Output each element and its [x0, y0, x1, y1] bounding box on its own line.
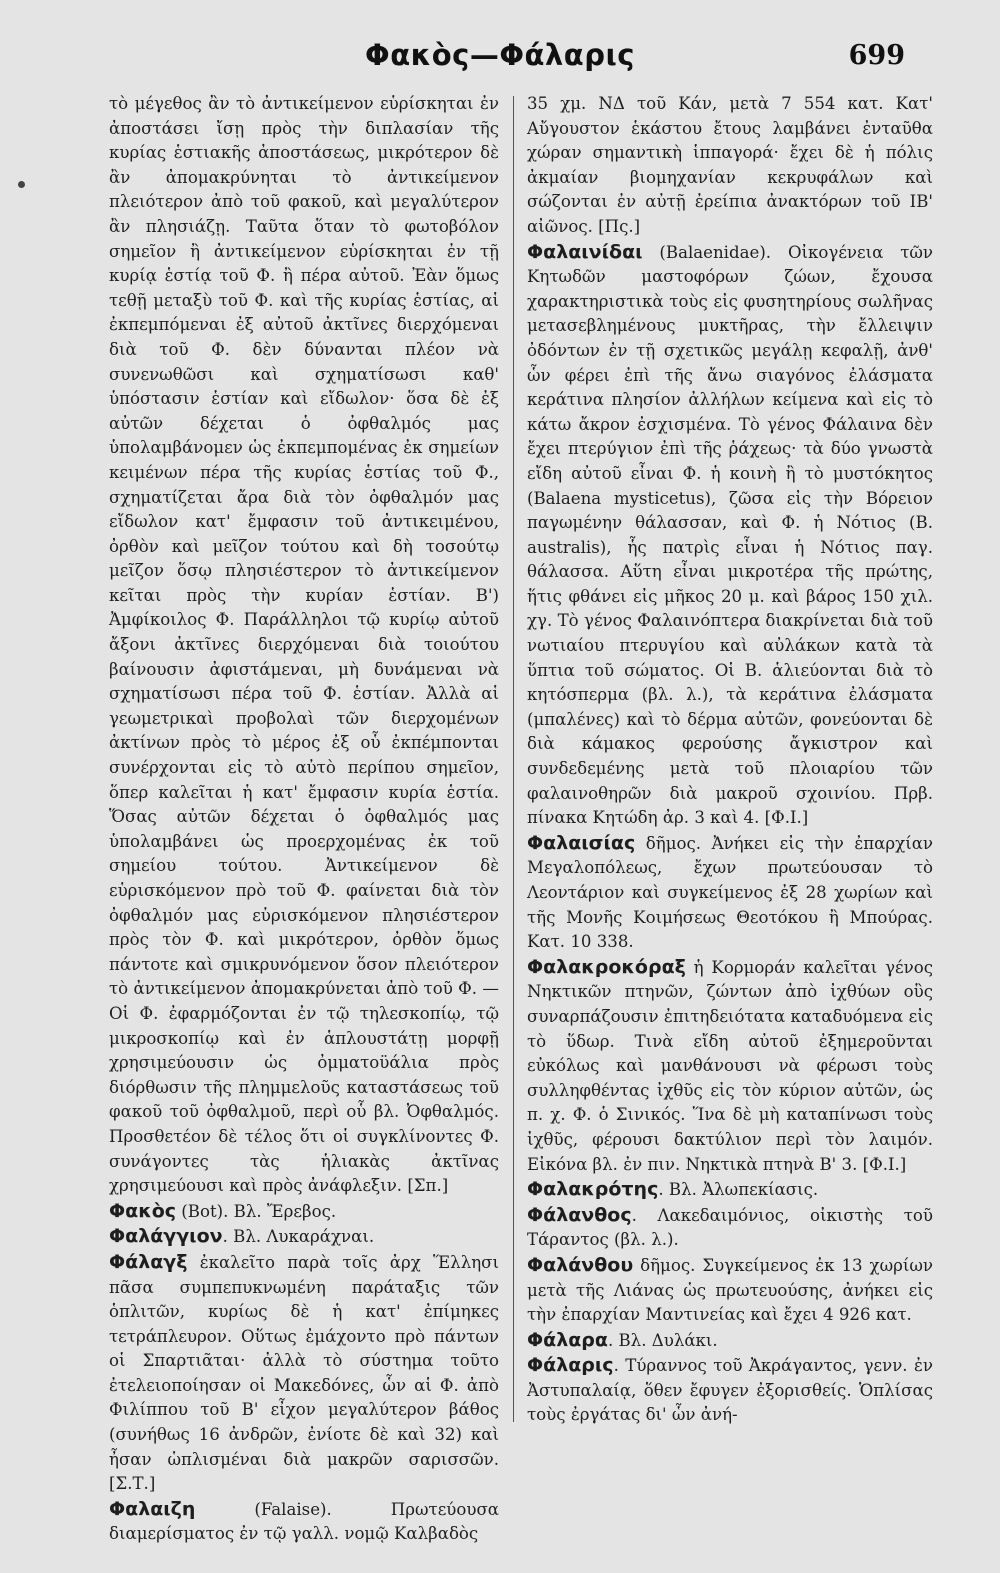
- column-divider: [513, 96, 514, 1422]
- headword: Φαλάγγιον: [109, 1225, 223, 1248]
- entry-continuation-falaise: [527, 92, 933, 240]
- entry-text: ἡ Κορμοράν καλεῖται γένος Νηκτικῶν πτηνῶν, ζώντων ἀπὸ ἰχθύων οὓς συναρπάζουσιν ἐπιτηδειότατα καταδυόμενα εἰς τὸ ὕδωρ. Τινὰ εἴδη αὐτοῦ ἐξημεροῦνται εὐκόλως καὶ μανθάνουσι νὰ φέρωσι τοὺς συλληφθέντας ἰχθῦς εἰς τὸν κύριον αὐτῶν, ὡς π. χ. Φ. ὁ Σινικός. Ἵνα δὲ μὴ καταπίνωσι τοὺς ἰχθῦς, φέρουσι δακτύλιον περὶ τὸν λαιμόν. Εἰκόνα βλ. ἐν πιν. Νηκτικὰ πτηνὰ Β' 3. [Φ.Ι.]: [527, 957, 933, 1174]
- entry-text: δῆμος. Συγκείμενος ἐκ 13 χωρίων μετὰ τῆς Λιάνας ὡς πρωτευούσης, ἀνήκει εἰς τὴν ἐπαρχίαν Μαντινείας καὶ ἔχει 4 926 κατ.: [527, 1255, 933, 1325]
- entry-falara: [527, 1328, 933, 1354]
- entry-text: δῆμος. Ἀνήκει εἰς τὴν ἐπαρχίαν Μεγαλοπόλεως, ἔχων πρωτεύουσαν τὸ Λεοντάριον καὶ συγκείμενος ἐξ 28 χωρίων καὶ τῆς Μονῆς Κοιμήσεως Θεοτόκου ἢ Μπούρας. Κατ. 10 338.: [527, 833, 933, 952]
- entry-continuation-fakos: [109, 92, 499, 1199]
- running-header-title: Φακὸς—Φάλαρις: [365, 38, 635, 72]
- headword: Φαλακρότης: [527, 1178, 659, 1201]
- entry-falanx: [109, 1250, 499, 1497]
- entry-falakrotis: [527, 1177, 933, 1203]
- entry-falaris: [527, 1353, 933, 1428]
- entry-text: . Βλ. Ἀλωπεκίασις.: [658, 1180, 819, 1200]
- headword: Φαλαινίδαι: [527, 240, 643, 263]
- headword: Φαλαισίας: [527, 831, 636, 854]
- entry-falainidai: [527, 240, 933, 831]
- entry-text: . Λακεδαιμόνιος, οἰκιστὴς τοῦ Τάραντος (βλ. λ.).: [527, 1205, 933, 1250]
- headword: Φάλαγξ: [109, 1250, 188, 1273]
- entry-falakrokorax: [527, 955, 933, 1177]
- left-column: [109, 92, 499, 1547]
- entry-text: (Balaenidae). Οἰκογένεια τῶν Κητωδῶν μαστοφόρων ζώων, ἔχουσα χαρακτηριστικὰ τοὺς εἰς φυσητηρίους σωλῆνας μετασεβλημένους μυκτῆρας, τὴν ἔλλειψιν ὀδόντων ἐν τῇ σχετικῶς μεγάλῃ κεφαλῇ, ἀνθ' ὧν φέρει ἐπὶ τῆς ἄνω σιαγόνος ἐλάσματα κεράτινα πλησίον ἀλλήλων κείμενα καὶ εἰς τὸ κάτω ἄκρον ἐσχισμένα. Τὸ γένος Φάλαινα δὲν ἔχει πτερύγιον ἐπὶ τῆς ῥάχεως· τὰ δύο γνωστὰ εἴδη αὐτοῦ εἶναι Φ. ἡ κοινὴ ἢ τὸ μυστόκητος (Balaena mysticetus), ζῶσα εἰς τὴν Βόρειον παγωμένην θάλασσαν, καὶ Φ. ἡ Νότιος (B. australis), ἧς πατρὶς εἶναι ἡ Νότιος παγ. θάλασσα. Αὕτη εἶναι μικροτέρα τῆς πρώτης, ἥτις φθάνει εἰς μῆκος 20 μ. καὶ βάρος 150 χιλ. χγ. Τὸ γένος Φαλαινόπτερα διακρίνεται διὰ τοῦ νωτιαίου πτερυγίου καὶ αὐλάκων κατὰ τὰ ὕπτια τοῦ σώματος. Οἱ Β. ἁλιεύονται διὰ τὸ κητόσπερμα (βλ. λ.), τὰ κεράτινα ἐλάσματα (μπαλένες) καὶ τὸ δέρμα αὐτῶν, φονεύονται δὲ διὰ κάμακος φερούσης ἄγκιστρον καὶ συνδεδεμένης μετὰ τοῦ πλοιαρίου τῶν φαλαινοθηρῶν διὰ μακροῦ σχοινίου. Πρβ. πίνακα Κητώδη ἀρ. 3 καὶ 4. [Φ.Ι.]: [527, 242, 933, 828]
- entry-text: . Τύραννος τοῦ Ἀκράγαντος, γενν. ἐν Ἀστυπαλαίᾳ, ὅθεν ἔφυγεν ἐξορισθείς. Ὁπλίσας τοὺς ἐργάτας δι' ὧν ἀνή-: [527, 1356, 933, 1425]
- headword: Φαλάνθου: [527, 1253, 634, 1276]
- right-column: [527, 92, 933, 1428]
- print-speck: [18, 181, 25, 188]
- entry-falaisias: [527, 831, 933, 955]
- headword: Φάλανθος: [527, 1203, 632, 1226]
- entry-text: . Βλ. Δυλάκι.: [607, 1330, 718, 1350]
- headword: Φάλαρα: [527, 1328, 608, 1351]
- headword: Φακὸς: [109, 1199, 177, 1222]
- entry-falanthos: [527, 1203, 933, 1253]
- headword: Φαλακροκόραξ: [527, 955, 686, 978]
- page-number: 699: [848, 40, 905, 71]
- entry-text: . Βλ. Λυκαράχναι.: [222, 1227, 375, 1247]
- entry-text: 35 χμ. ΝΔ τοῦ Κάν, μετὰ 7 554 κατ. Κατ' Αὔγουστον ἑκάστου ἔτους λαμβάνει ἐνταῦθα χώραν σημαντικὴ ἱππαγορά· ἔχει δὲ ἡ πόλις ἀκμαίαν βιομηχανίαν κεκρυφάλων καὶ σώζονται ἐν αὐτῇ ἐρείπια ἀνακτόρων τοῦ ΙΒ' αἰῶνος. [Πς.]: [527, 94, 933, 236]
- headword: Φάλαρις: [527, 1354, 614, 1377]
- entry-text: (Falaise). Πρωτεύουσα διαμερίσματος ἐν τῷ γαλλ. νομῷ Καλβαδὸς: [109, 1499, 499, 1544]
- entry-falaise: [109, 1497, 499, 1547]
- entry-text: τὸ μέγεθος ἂν τὸ ἀντικείμενον εὑρίσκηται ἐν ἀποστάσει ἴσῃ πρὸς τὴν διπλασίαν τῆς κυρίας ἑστιακῆς ἀποστάσεως, μικρότερον δὲ ἂν ἀπομακρύνηται τὸ ἀντικείμενον πλειότερον ἀπὸ τοῦ φακοῦ, καὶ μεγαλύτερον ἂν πλησιάζῃ. Ταῦτα ὅταν τὸ φωτοβόλον σημεῖον ἢ ἀντικείμενον εὑρίσκηται ἐν τῇ κυρίᾳ ἑστίᾳ τοῦ Φ. ἢ πέρα αὐτοῦ. Ἐὰν ὅμως τεθῇ μεταξὺ τοῦ Φ. καὶ τῆς κυρίας ἑστίας, αἱ ἐκπεμπόμεναι ἐξ αὐτοῦ ἀκτῖνες διερχόμεναι διὰ τοῦ Φ. δὲν δύνανται πλέον νὰ συνενωθῶσι καὶ σχηματίσωσι καθ' ὑπόστασιν ἑστίαν καὶ εἴδωλον· ὅσα δὲ ἐξ αὐτῶν δέχεται ὁ ὀφθαλμός μας ὑπολαμβάνομεν ὡς ἐκπεμπομένας ἐκ σημείων κειμένων πέρα τῆς κυρίας ἑστίας τοῦ Φ., σχηματίζεται ἄρα διὰ τὸν ὀφθαλμόν μας εἴδωλον κατ' ἔμφασιν τοῦ ἀντικειμένου, ὀρθὸν καὶ μεῖζον τούτου καὶ δὴ τοσούτῳ μεῖζον ὅσῳ πλησιέστερον τὸ ἀντικείμενον κεῖται πρὸς τὴν κυρίαν ἑστίαν. Β') Ἀμφίκοιλος Φ. Παράλληλοι τῷ κυρίῳ αὐτοῦ ἄξονι ἀκτῖνες διερχόμεναι διὰ τοιούτου βαίνουσιν ἀφιστάμεναι, μὴ δυνάμεναι νὰ σχηματίσωσι πέρα τοῦ Φ. ἑστίαν. Ἀλλὰ αἱ γεωμετρικαὶ προβολαὶ τῶν διερχομένων ἀκτίνων πρὸς τὸ μέρος ἐξ οὗ ἐκπέμπονται συνέρχονται εἰς τὸ αὐτὸ περίπου σημεῖον, ὅπερ καλεῖται ἡ κατ' ἔμφασιν κυρία ἑστία. Ὅσας αὐτῶν δέχεται ὁ ὀφθαλμός μας ὑπολαμβάνει ὡς προερχομένας ἐκ τοῦ σημείου τούτου. Ἀντικείμενον δὲ εὑρισκόμενον πρὸ τοῦ Φ. φαίνεται διὰ τὸν ὀφθαλμόν μας εὑρισκόμενον πλησιέστερον πρὸς τὸν Φ. καὶ μικρότερον, ὀρθὸν ὅμως πάντοτε καὶ σμικρυνόμενον ὅσον πλειότερον τὸ ἀντικείμενον ἀπομακρύνεται ἀπὸ τοῦ Φ. — Οἱ Φ. ἐφαρμόζονται ἐν τῷ τηλεσκοπίῳ, τῷ μικροσκοπίῳ καὶ ἐν ἁπλουστάτῃ μορφῇ χρησιμεύουσιν ὡς ὀμματοϋάλια πρὸς διόρθωσιν τῆς πλημμελοῦς καταστάσεως τοῦ φακοῦ τοῦ ὀφθαλμοῦ, περὶ οὗ βλ. Ὀφθαλμός. Προσθετέον δὲ τέλος ὅτι οἱ συγκλίνοντες Φ. συνάγοντες τὰς ἡλιακὰς ἀκτῖνας χρησιμεύουσι καὶ πρὸς ἀνάφλεξιν. [Σπ.]: [109, 94, 499, 1196]
- entry-text: (Bot). Βλ. Ἔρεβος.: [176, 1201, 337, 1221]
- entry-falanthou: [527, 1253, 933, 1328]
- entry-text: ἐκαλεῖτο παρὰ τοῖς ἀρχ Ἕλλησι πᾶσα συμπεπυκνωμένη παράταξις τῶν ὁπλιτῶν, κυρίως δὲ ἡ κατ' ἐπίμηκες τετράπλευρον. Οὕτως ἐμάχοντο πρὸ πάντων οἱ Σπαρτιᾶται· ἀλλὰ τὸ σύστημα τοῦτο ἐτελειοποίησαν οἱ Μακεδόνες, ὧν αἱ Φ. ἀπὸ Φιλίππου τοῦ Β' εἶχον μεγαλύτερον βάθος (συνήθως 16 ἀνδρῶν, ἐνίοτε δὲ καὶ 32) καὶ ἦσαν ὡπλισμέναι διὰ μακρῶν σαρισσῶν. [Σ.Τ.]: [109, 1252, 499, 1494]
- entry-fakos-bot: [109, 1199, 499, 1225]
- headword: Φαλαιζη: [109, 1497, 196, 1520]
- entry-falangion: [109, 1224, 499, 1250]
